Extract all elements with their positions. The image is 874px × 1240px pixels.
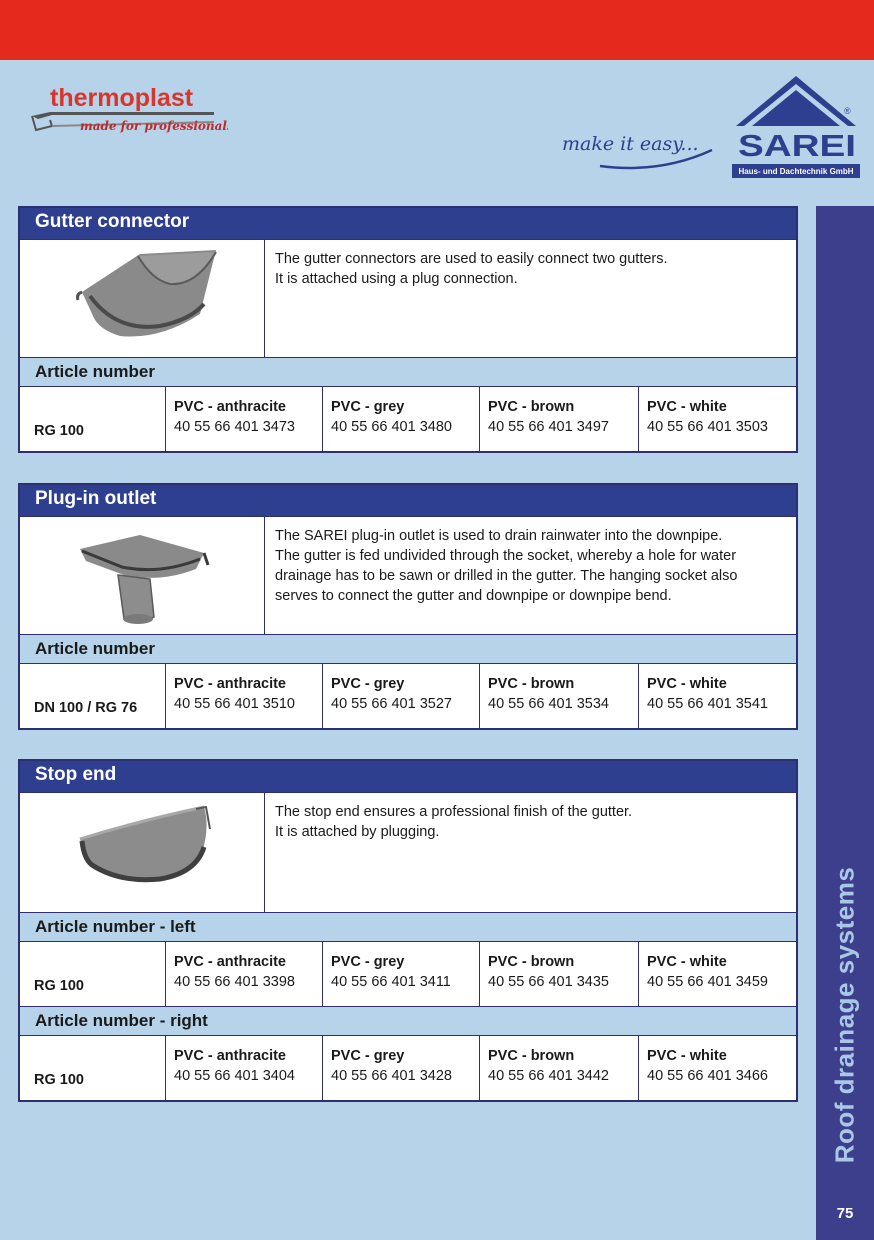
section-plug-in-outlet: [18, 483, 798, 730]
section-title: Stop end: [20, 761, 796, 792]
article-number-header: Article number - right: [20, 1006, 796, 1036]
article-row: [20, 1036, 796, 1100]
article-number: 40 55 66 401 3435: [488, 974, 609, 990]
thermoplast-wordmark: thermoplast: [50, 84, 194, 112]
article-cell: [323, 942, 480, 1006]
article-cell: [323, 1036, 480, 1100]
material-label: PVC - white: [647, 399, 727, 415]
thermoplast-logo: [28, 82, 228, 142]
section-title: Plug-in outlet: [20, 485, 796, 516]
sarei-subtitle: Haus- und Dachtechnik GmbH: [738, 167, 854, 176]
article-number: 40 55 66 401 3404: [174, 1068, 295, 1084]
article-number: 40 55 66 401 3466: [647, 1068, 768, 1084]
description-line: The gutter is fed undivided through the socket, whereby a hole for water: [275, 548, 737, 564]
article-cell: [480, 942, 639, 1006]
article-number: 40 55 66 401 3459: [647, 974, 768, 990]
thermoplast-tagline: made for professionals: [80, 119, 228, 133]
material-label: PVC - grey: [331, 676, 405, 692]
material-label: PVC - white: [647, 954, 727, 970]
article-row: [20, 387, 796, 451]
section-stop-end: [18, 759, 798, 1102]
material-label: PVC - brown: [488, 676, 575, 692]
description-line: It is attached by plugging.: [275, 824, 440, 840]
sarei-logo: [732, 76, 860, 184]
article-number: 40 55 66 401 3411: [331, 974, 451, 990]
article-cell: [480, 1036, 639, 1100]
article-number: 40 55 66 401 3480: [331, 419, 452, 435]
material-label: PVC - anthracite: [174, 676, 286, 692]
article-cell: [480, 664, 639, 728]
material-label: PVC - grey: [331, 399, 405, 415]
article-number: 40 55 66 401 3541: [647, 696, 768, 712]
section-description: [265, 793, 796, 912]
gutter-connector-icon: [20, 240, 265, 358]
article-cell: [639, 1036, 796, 1100]
article-cell: [639, 387, 796, 451]
sidebar-title: Roof drainage systems: [829, 866, 860, 1164]
material-label: PVC - grey: [331, 954, 405, 970]
article-cell: [639, 942, 796, 1006]
article-row: [20, 942, 796, 1006]
article-number: 40 55 66 401 3510: [174, 696, 295, 712]
sarei-registered: ®: [844, 106, 851, 116]
material-label: PVC - grey: [331, 1048, 405, 1064]
material-label: PVC - brown: [488, 399, 575, 415]
page-number: 75: [836, 1205, 854, 1222]
material-label: PVC - white: [647, 1048, 727, 1064]
slogan: [560, 128, 730, 178]
article-cell: [323, 387, 480, 451]
article-number-header: Article number: [20, 634, 796, 664]
article-number: 40 55 66 401 3442: [488, 1068, 609, 1084]
description-line: It is attached using a plug connection.: [275, 271, 518, 287]
section-title: Gutter connector: [20, 208, 796, 239]
article-cell: [480, 387, 639, 451]
article-cell: [166, 387, 323, 451]
model-cell: RG 100: [20, 387, 166, 451]
article-number: 40 55 66 401 3428: [331, 1068, 452, 1084]
section-description: [265, 240, 796, 357]
article-number: 40 55 66 401 3473: [174, 419, 295, 435]
description-line: drainage has to be sawn or drilled in the gutter. The hanging socket also: [275, 568, 738, 584]
article-cell: [639, 664, 796, 728]
article-number: 40 55 66 401 3527: [331, 696, 452, 712]
stop-end-icon: [20, 793, 265, 913]
description-line: The gutter connectors are used to easily connect two gutters.: [275, 251, 668, 267]
article-cell: [166, 1036, 323, 1100]
material-label: PVC - brown: [488, 1048, 575, 1064]
material-label: PVC - anthracite: [174, 954, 286, 970]
article-number: 40 55 66 401 3398: [174, 974, 295, 990]
article-number: 40 55 66 401 3497: [488, 419, 609, 435]
top-red-bar: [0, 0, 874, 60]
model-cell: RG 100: [20, 942, 166, 1006]
plug-in-outlet-icon: [20, 517, 265, 635]
description-line: serves to connect the gutter and downpipe or downpipe bend.: [275, 588, 672, 604]
product-image: [20, 517, 265, 634]
article-number-header: Article number: [20, 357, 796, 387]
section-gutter-connector: [18, 206, 798, 453]
product-image: [20, 793, 265, 912]
article-number: 40 55 66 401 3534: [488, 696, 609, 712]
material-label: PVC - white: [647, 676, 727, 692]
material-label: PVC - anthracite: [174, 1048, 286, 1064]
article-cell: [166, 664, 323, 728]
material-label: PVC - anthracite: [174, 399, 286, 415]
product-image: [20, 240, 265, 357]
sarei-wordmark: SAREI: [738, 128, 856, 163]
article-cell: [166, 942, 323, 1006]
model-cell: DN 100 / RG 76: [20, 664, 166, 728]
article-cell: [323, 664, 480, 728]
section-description: [265, 517, 796, 634]
description-line: The stop end ensures a professional finish of the gutter.: [275, 804, 633, 820]
material-label: PVC - brown: [488, 954, 575, 970]
article-number-header: Article number - left: [20, 912, 796, 942]
model-cell: RG 100: [20, 1036, 166, 1100]
article-row: [20, 664, 796, 728]
description-line: The SAREI plug-in outlet is used to drain rainwater into the downpipe.: [275, 528, 723, 544]
slogan-text: make it easy...: [562, 133, 699, 155]
article-number: 40 55 66 401 3503: [647, 419, 768, 435]
